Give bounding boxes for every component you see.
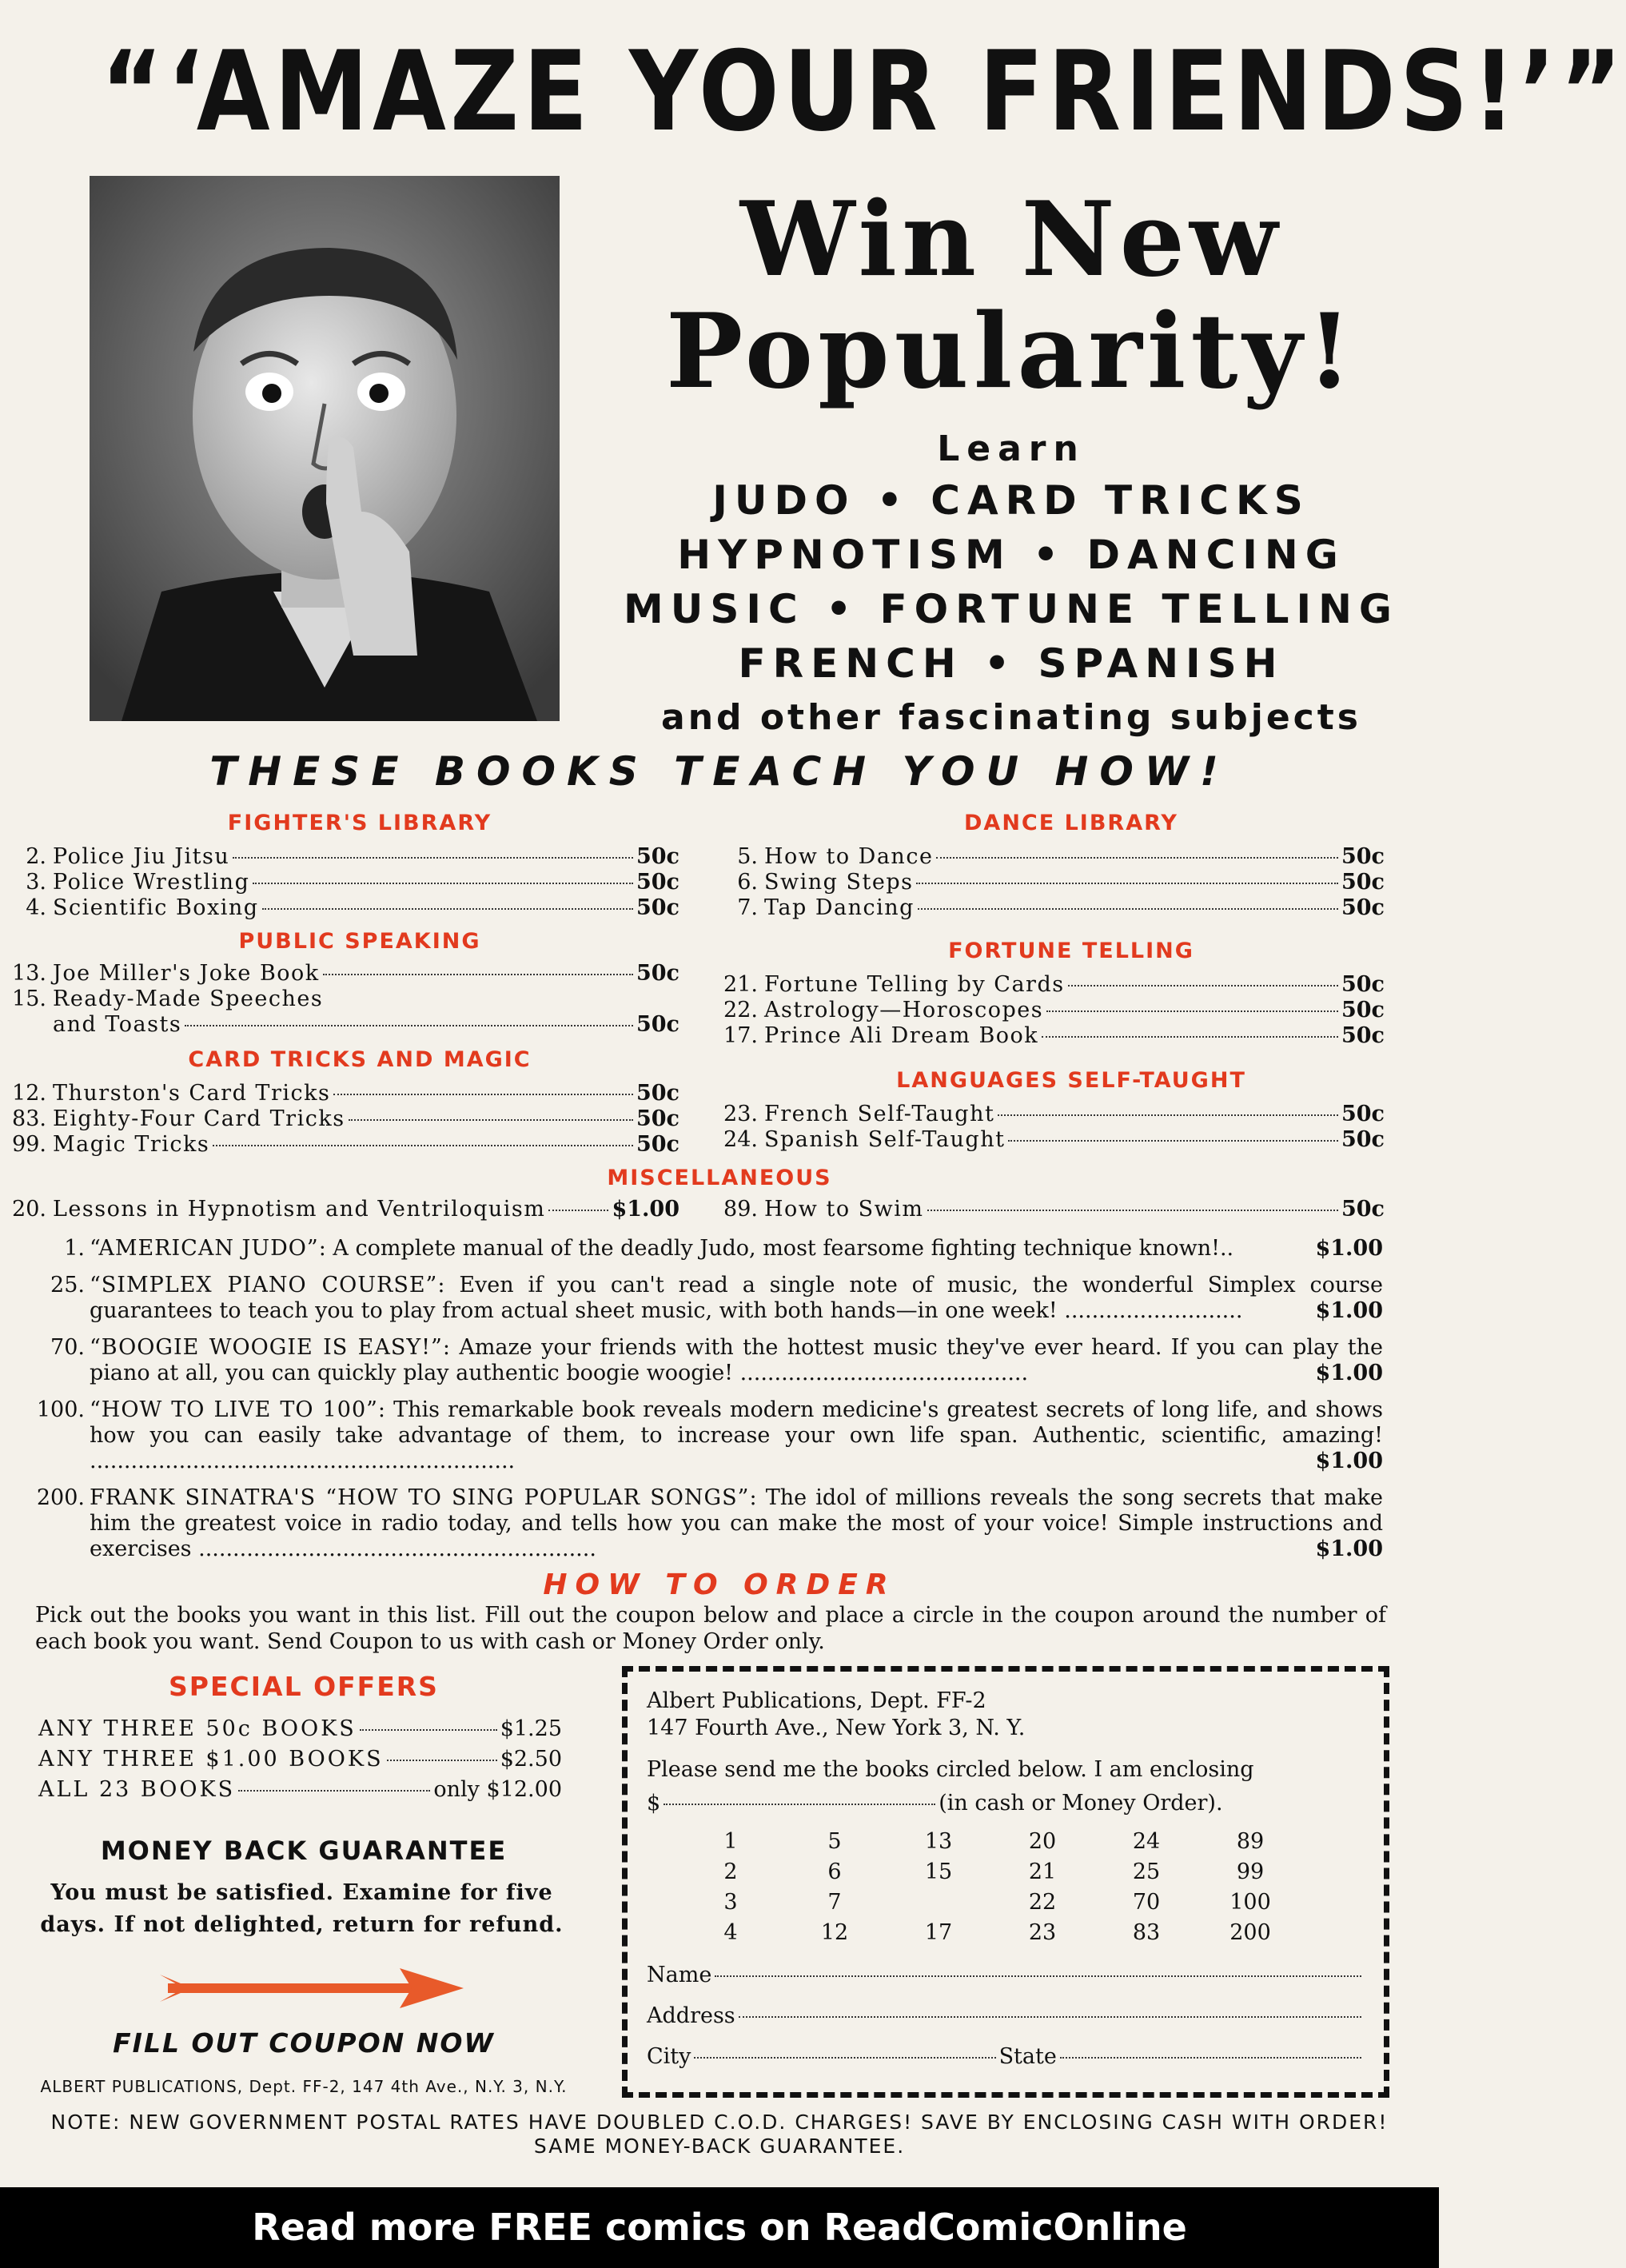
coupon-instructions	[647, 1753, 1365, 1820]
book-text: : Even if you can't read a single note of music, the wonderful Simplex course guarantees to teach you to play from actual sheet music, with both hands—in one week! ..........................	[90, 1273, 1383, 1323]
book-number-option[interactable]: 13	[924, 1829, 953, 1854]
how-to-order-text: Pick out the books you want in this list. Fill out the coupon below and place a circle in the coupon around the number of each book you want. Send Coupon to us with cash or Money Order only.	[35, 1603, 1386, 1654]
dot-leader	[262, 908, 633, 910]
category-dance-library: DANCE LIBRARY	[964, 811, 1178, 835]
fortune-list	[711, 972, 1385, 1049]
book-number: 83.	[12, 1106, 46, 1131]
book-number: 22.	[723, 998, 758, 1022]
headline: “‘AMAZE YOUR FRIENDS!’”	[101, 27, 1626, 156]
book-number: 12.	[12, 1081, 46, 1106]
book-number: 20.	[12, 1197, 46, 1222]
name-field-row	[647, 1963, 1365, 1987]
book-title: “AMERICAN JUDO”	[90, 1236, 319, 1261]
book-price: 50c	[1341, 1102, 1385, 1126]
book-item	[711, 998, 1385, 1023]
book-text: : A complete manual of the deadly Judo, most fearsome fighting technique known!..	[318, 1236, 1234, 1261]
book-number: 3.	[26, 870, 46, 895]
offer-item	[38, 1744, 562, 1775]
offer-title: ANY THREE 50c BOOKS	[38, 1716, 357, 1741]
book-title-continued: and Toasts	[53, 1012, 182, 1037]
coupon-company: Albert Publications, Dept. FF-2	[647, 1688, 986, 1713]
book-price: 50c	[636, 895, 679, 920]
money-back-text: You must be satisfied. Examine for five days. If not delighted, return for refund.	[40, 1880, 564, 1937]
book-number-option[interactable]: 70	[1132, 1890, 1161, 1915]
category-public-speaking: PUBLIC SPEAKING	[238, 929, 481, 954]
city-state-field-row	[647, 2044, 1365, 2069]
book-price: 50c	[636, 961, 679, 986]
man-photo	[90, 176, 560, 721]
book-item	[711, 1197, 1385, 1222]
featured-book	[32, 1236, 1383, 1262]
book-number-option-empty	[887, 1889, 990, 1916]
dot-leader	[1042, 1036, 1338, 1038]
dot-leader	[323, 974, 633, 975]
book-item	[0, 844, 679, 870]
book-price: 50c	[1341, 1197, 1385, 1222]
book-number-option[interactable]: 7	[827, 1890, 842, 1915]
book-title: Joe Miller's Joke Book	[53, 961, 320, 986]
book-price: 50c	[636, 1012, 679, 1037]
postal-note-line-1: NOTE: NEW GOVERNMENT POSTAL RATES HAVE DOUBLED C.O.D. CHARGES! SAVE BY ENCLOSING CASH WITH ORDER!	[50, 2111, 1389, 2134]
book-number: 70.	[50, 1335, 85, 1360]
offer-item	[38, 1775, 562, 1805]
book-text: : The idol of millions reveals the song secrets that make him the greatest voice in radio today, and tells how you can make the most of your voice! Simple instructions and exercises ..........................................................	[90, 1485, 1383, 1561]
arrow-right-icon	[160, 1968, 464, 2008]
learn-label: Learn	[937, 428, 1086, 469]
category-fortune-telling: FORTUNE TELLING	[948, 939, 1194, 963]
misc-list-left	[0, 1197, 679, 1222]
book-number: 24.	[723, 1127, 758, 1152]
publisher-address-small: ALBERT PUBLICATIONS, Dept. FF-2, 147 4th Ave., N.Y. 3, N.Y.	[40, 2077, 568, 2096]
book-description	[90, 1485, 1383, 1562]
book-price: 50c	[1341, 972, 1385, 997]
money-back-title: MONEY BACK GUARANTEE	[100, 1836, 508, 1866]
book-price: 50c	[1341, 1023, 1385, 1048]
book-number-grid	[679, 1828, 1302, 1947]
book-title: Eighty-Four Card Tricks	[53, 1106, 345, 1131]
coupon-money-text: (in cash or Money Order).	[939, 1791, 1223, 1816]
dot-leader	[213, 1145, 633, 1146]
book-number: 200.	[36, 1485, 85, 1510]
book-price: 50c	[636, 844, 679, 869]
book-title: French Self-Taught	[764, 1102, 995, 1126]
order-coupon	[622, 1666, 1389, 2098]
card-tricks-list	[0, 1081, 679, 1158]
coupon-address: 147 Fourth Ave., New York 3, N. Y.	[647, 1716, 1026, 1740]
dollar-sign: $	[647, 1791, 661, 1816]
book-description	[90, 1236, 1383, 1262]
book-number-option[interactable]: 21	[1028, 1859, 1057, 1884]
book-item	[0, 987, 679, 1012]
dot-leader	[233, 857, 633, 859]
book-price: $1.00	[1315, 1236, 1383, 1261]
book-title: Prince Ali Dream Book	[764, 1023, 1039, 1048]
address-label: Address	[647, 2003, 735, 2028]
subjects-line-4: FRENCH • SPANISH	[738, 640, 1285, 687]
book-number-option[interactable]: 4	[723, 1920, 738, 1945]
book-price: $1.00	[1315, 1361, 1383, 1385]
book-title: “BOOGIE WOOGIE IS EASY!”	[90, 1335, 443, 1360]
book-title: Spanish Self-Taught	[764, 1127, 1006, 1152]
book-number-option[interactable]: 15	[924, 1859, 953, 1884]
dot-leader	[333, 1094, 633, 1095]
special-offers-list	[38, 1714, 562, 1805]
book-number-option[interactable]: 99	[1236, 1859, 1265, 1884]
book-price: 50c	[1341, 844, 1385, 869]
featured-book	[32, 1397, 1383, 1474]
book-number-option[interactable]: 200	[1229, 1920, 1271, 1945]
subjects-line-2: HYPNOTISM • DANCING	[677, 532, 1345, 578]
book-price: 50c	[1341, 870, 1385, 895]
other-subjects-line: and other fascinating subjects	[661, 697, 1361, 738]
public-speaking-list	[0, 961, 679, 1038]
name-field[interactable]	[715, 1975, 1361, 1977]
book-number-option[interactable]: 1	[723, 1829, 738, 1854]
subjects-line-1: JUDO • CARD TRICKS	[712, 477, 1310, 524]
dance-list	[711, 844, 1385, 921]
featured-book	[32, 1485, 1383, 1562]
book-item	[711, 844, 1385, 870]
book-price: $1.00	[1315, 1298, 1383, 1323]
offer-title: ALL 23 BOOKS	[38, 1777, 236, 1802]
book-number-option[interactable]: 17	[924, 1920, 953, 1945]
book-description	[90, 1397, 1383, 1474]
book-item	[711, 1127, 1385, 1153]
book-price: $1.00	[612, 1197, 679, 1222]
book-text: : This remarkable book reveals modern medicine's greatest secrets of long life, and shows how you can easily take advantage of them, to increase your own life span. Authentic, scientific, amazing! ..............................................................	[90, 1397, 1383, 1473]
book-item	[0, 1197, 679, 1222]
dot-leader	[916, 883, 1338, 884]
book-title: Police Wrestling	[53, 870, 250, 895]
category-languages-self-taught: LANGUAGES SELF-TAUGHT	[896, 1068, 1246, 1093]
book-number-option[interactable]: 3	[723, 1890, 738, 1915]
popularity-line: Popularity!	[665, 292, 1357, 412]
book-price: 50c	[636, 1132, 679, 1157]
special-offers-title: SPECIAL OFFERS	[169, 1671, 439, 1702]
book-price: 50c	[1341, 895, 1385, 920]
book-number: 1.	[64, 1236, 85, 1261]
book-price: 50c	[1341, 998, 1385, 1022]
book-number: 2.	[26, 844, 46, 869]
book-number-option[interactable]: 24	[1132, 1829, 1161, 1854]
book-number: 4.	[26, 895, 46, 920]
address-field[interactable]	[739, 2016, 1361, 2018]
misc-list-right	[711, 1197, 1385, 1222]
dot-leader	[238, 1790, 430, 1792]
state-field[interactable]	[1060, 2057, 1361, 2059]
book-title: Lessons in Hypnotism and Ventriloquism	[53, 1197, 546, 1222]
offer-price: $2.50	[500, 1747, 562, 1772]
name-label: Name	[647, 1963, 712, 1987]
book-price: 50c	[636, 1106, 679, 1131]
book-description	[90, 1335, 1383, 1386]
book-number: 13.	[12, 961, 46, 986]
man-shushing-illustration	[90, 176, 560, 721]
book-item	[711, 972, 1385, 998]
book-item	[0, 1106, 679, 1132]
book-title: “SIMPLEX PIANO COURSE”	[90, 1273, 438, 1297]
coupon-amount-line	[647, 1787, 1365, 1820]
book-number-option[interactable]: 25	[1132, 1859, 1161, 1884]
city-label: City	[647, 2044, 691, 2069]
book-number: 21.	[723, 972, 758, 997]
book-item	[711, 870, 1385, 895]
book-item	[711, 895, 1385, 921]
book-price: $1.00	[1315, 1537, 1383, 1561]
book-number: 7.	[737, 895, 758, 920]
amount-field[interactable]	[664, 1804, 935, 1805]
book-number-option[interactable]: 22	[1028, 1890, 1057, 1915]
dot-leader	[185, 1025, 633, 1026]
offer-item	[38, 1714, 562, 1744]
dot-leader	[253, 883, 633, 884]
featured-book	[32, 1335, 1383, 1386]
book-number: 89.	[723, 1197, 758, 1222]
book-number-option[interactable]: 5	[827, 1829, 842, 1854]
book-item	[0, 1081, 679, 1106]
book-item	[0, 870, 679, 895]
book-number-option[interactable]: 83	[1132, 1920, 1161, 1945]
book-number: 100.	[36, 1397, 85, 1422]
dot-leader	[387, 1760, 497, 1761]
category-miscellaneous: MISCELLANEOUS	[607, 1166, 832, 1190]
book-number-option[interactable]: 89	[1236, 1829, 1265, 1854]
book-item	[0, 895, 679, 921]
book-title: How to Dance	[764, 844, 934, 869]
fill-out-coupon-cta: FILL OUT COUPON NOW	[113, 2027, 495, 2059]
offer-title: ANY THREE $1.00 BOOKS	[38, 1747, 384, 1772]
book-number: 25.	[50, 1273, 85, 1297]
book-title: Police Jiu Jitsu	[53, 844, 230, 869]
teach-banner: THESE BOOKS TEACH YOU HOW!	[209, 748, 1229, 795]
book-number-option[interactable]: 2	[723, 1859, 738, 1884]
dot-leader	[548, 1210, 608, 1211]
dot-leader	[1068, 985, 1338, 987]
book-number: 6.	[737, 870, 758, 895]
book-item	[711, 1102, 1385, 1127]
dot-leader	[1046, 1010, 1338, 1012]
book-title: “HOW TO LIVE TO 100”	[90, 1397, 378, 1422]
offer-price: only $12.00	[433, 1777, 562, 1802]
category-fighters-library: FIGHTER'S LIBRARY	[227, 811, 492, 835]
address-field-row	[647, 2003, 1365, 2028]
book-number-option[interactable]: 23	[1028, 1920, 1057, 1945]
book-title: Magic Tricks	[53, 1132, 210, 1157]
book-number: 99.	[12, 1132, 46, 1157]
book-title: How to Swim	[764, 1197, 924, 1222]
dot-leader	[918, 908, 1338, 910]
postal-note-line-2: SAME MONEY-BACK GUARANTEE.	[533, 2134, 906, 2158]
dot-leader	[1008, 1140, 1338, 1142]
subjects-line-3: MUSIC • FORTUNE TELLING	[624, 586, 1399, 632]
headline-right-column	[616, 180, 1407, 745]
featured-books	[32, 1236, 1383, 1573]
footer-banner[interactable]: Read more FREE comics on ReadComicOnline	[0, 2187, 1439, 2268]
book-number-option[interactable]: 6	[827, 1859, 842, 1884]
dot-leader	[360, 1729, 497, 1731]
book-number-option[interactable]: 12	[820, 1920, 849, 1945]
book-price: 50c	[636, 870, 679, 895]
book-price: 50c	[636, 1081, 679, 1106]
dot-leader	[927, 1210, 1338, 1211]
book-title: Astrology—Horoscopes	[764, 998, 1044, 1022]
book-item-continued	[0, 1012, 679, 1038]
coupon-send-text: Please send me the books circled below. I am enclosing	[647, 1757, 1254, 1782]
book-title: Fortune Telling by Cards	[764, 972, 1065, 997]
book-number: 15.	[12, 987, 46, 1011]
book-number: 23.	[723, 1102, 758, 1126]
book-description	[90, 1273, 1383, 1324]
book-title: Ready-Made Speeches	[53, 987, 324, 1011]
book-number-option[interactable]: 20	[1028, 1829, 1057, 1854]
languages-list	[711, 1102, 1385, 1153]
book-item	[0, 1132, 679, 1158]
book-item	[711, 1023, 1385, 1049]
book-title: FRANK SINATRA'S “HOW TO SING POPULAR SONGS”	[90, 1485, 750, 1510]
book-number-option[interactable]: 100	[1229, 1890, 1271, 1915]
fighters-list	[0, 844, 679, 921]
dot-leader	[998, 1114, 1338, 1116]
featured-book	[32, 1273, 1383, 1324]
postal-note	[0, 2111, 1439, 2158]
book-title: Tap Dancing	[764, 895, 915, 920]
book-number: 5.	[737, 844, 758, 869]
dot-leader	[936, 857, 1338, 859]
book-title: Thurston's Card Tricks	[53, 1081, 331, 1106]
book-title: Scientific Boxing	[53, 895, 259, 920]
offer-price: $1.25	[500, 1716, 562, 1741]
book-number: 17.	[723, 1023, 758, 1048]
book-price: $1.00	[1315, 1449, 1383, 1473]
dot-leader	[349, 1119, 633, 1121]
how-to-order-title: HOW TO ORDER	[543, 1568, 896, 1601]
book-price: 50c	[1341, 1127, 1385, 1152]
win-new-line: Win New	[739, 180, 1283, 300]
book-text: : Amaze your friends with the hottest music they've ever heard. If you can play the piano at all, you can quickly play authentic boogie woogie! ..........................................	[90, 1335, 1383, 1385]
category-card-tricks-and-magic: CARD TRICKS AND MAGIC	[188, 1047, 532, 1072]
book-item	[0, 961, 679, 987]
book-title: Swing Steps	[764, 870, 914, 895]
state-label: State	[998, 2044, 1057, 2069]
city-field[interactable]	[694, 2057, 995, 2059]
